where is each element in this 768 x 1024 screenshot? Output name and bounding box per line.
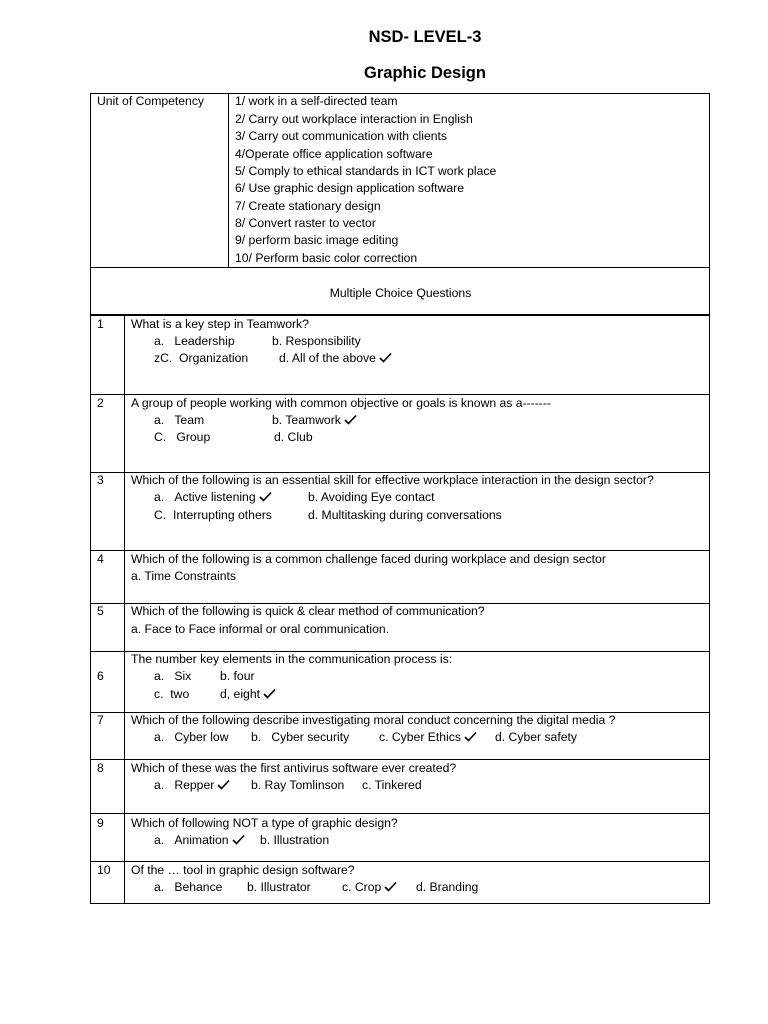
- option: b. Illustration: [260, 833, 330, 847]
- question-text: Which of following NOT a type of graphic design?: [131, 816, 398, 830]
- competency-column-divider: [228, 93, 229, 267]
- question-number: 10: [97, 863, 111, 877]
- option: b. Ray Tomlinson: [251, 778, 345, 792]
- section-title: Multiple Choice Questions: [329, 286, 472, 300]
- question-number-column-divider: [124, 315, 125, 904]
- question-text: Which of the following describe investigating moral conduct concerning the digital media ?: [131, 713, 616, 727]
- option-label: a. Animation: [154, 833, 229, 847]
- question-number: 2: [97, 396, 104, 410]
- question-number: 9: [97, 816, 104, 830]
- row-divider: [90, 813, 710, 814]
- competency-item: 3/ Carry out communication with clients: [235, 129, 448, 143]
- question-number: 1: [97, 317, 104, 331]
- option: a. Six: [154, 669, 192, 683]
- option: a. Face to Face informal or oral communication.: [131, 622, 390, 636]
- option: d. Branding: [416, 880, 479, 894]
- question-number: 8: [97, 761, 104, 775]
- question-text: What is a key step in Teamwork?: [131, 317, 309, 331]
- competency-label: Unit of Competency: [97, 94, 205, 108]
- option-correct: [272, 412, 357, 429]
- competency-item: 5/ Comply to ethical standards in ICT work place: [235, 164, 497, 178]
- option-correct: [220, 686, 276, 703]
- option: b. Avoiding Eye contact: [308, 490, 435, 504]
- checkmark-icon: [379, 352, 392, 363]
- checkmark-icon: [259, 491, 272, 502]
- checkmark-icon: [217, 779, 230, 790]
- competency-item: 8/ Convert raster to vector: [235, 216, 376, 230]
- question-number: 4: [97, 552, 104, 566]
- option-correct: [342, 879, 397, 896]
- question-number: 5: [97, 604, 104, 618]
- option: a. Behance: [154, 880, 223, 894]
- question-text: Which of these was the first antivirus software ever created?: [131, 761, 457, 775]
- option-label: d, eight: [220, 687, 260, 701]
- page-title: NSD- LEVEL-3: [368, 28, 482, 46]
- option: c. Tinkered: [362, 778, 422, 792]
- option: c. two: [154, 687, 190, 701]
- option-label: d. All of the above: [279, 351, 376, 365]
- option: C. Interrupting others: [154, 508, 272, 522]
- competency-bottom-divider: [90, 267, 710, 268]
- checkmark-icon: [263, 688, 276, 699]
- option: d. Club: [274, 430, 313, 444]
- question-number: 7: [97, 713, 104, 727]
- option: a. Time Constraints: [131, 569, 236, 583]
- option-label: c. Crop: [342, 880, 382, 894]
- option: b. four: [220, 669, 255, 683]
- option: b. Illustrator: [247, 880, 311, 894]
- option-label: a. Repper: [154, 778, 215, 792]
- option: d. Cyber safety: [495, 730, 577, 744]
- option: a. Leadership: [154, 334, 235, 348]
- competency-item: 6/ Use graphic design application software: [235, 181, 464, 195]
- question-text: A group of people working with common objective or goals is known as a-------: [131, 396, 551, 410]
- question-number: 6: [97, 669, 104, 683]
- option-correct: [379, 729, 477, 746]
- option: a. Team: [154, 413, 205, 427]
- question-text: Which of the following is an essential skill for effective workplace interaction in the design sector?: [131, 473, 654, 487]
- option: C. Group: [154, 430, 211, 444]
- competency-item: 9/ perform basic image editing: [235, 233, 399, 247]
- option: b. Cyber security: [251, 730, 350, 744]
- option-correct: [279, 350, 392, 367]
- competency-item: 1/ work in a self-directed team: [235, 94, 398, 108]
- question-text: Which of the following is quick & clear method of communication?: [131, 604, 485, 618]
- competency-item: 10/ Perform basic color correction: [235, 250, 418, 265]
- option-correct: [154, 832, 245, 849]
- competency-item: 7/ Create stationary design: [235, 198, 381, 213]
- checkmark-icon: [344, 414, 357, 425]
- checkmark-icon: [464, 731, 477, 742]
- checkmark-icon: [384, 881, 397, 892]
- page-subtitle: Graphic Design: [364, 64, 486, 82]
- competency-item: 2/ Carry out workplace interaction in English: [235, 111, 473, 126]
- option-label: c. Cyber Ethics: [379, 730, 461, 744]
- question-text: The number key elements in the communication process is:: [131, 652, 453, 666]
- competency-item: 4/Operate office application software: [235, 146, 433, 161]
- option-correct: [154, 489, 272, 506]
- question-number: 3: [97, 473, 104, 487]
- option: zC. Organization: [154, 351, 249, 365]
- question-text: Of the … tool in graphic design software?: [131, 863, 355, 877]
- option: d. Multitasking during conversations: [308, 508, 502, 522]
- question-text: Which of the following is a common challenge faced during workplace and design sector: [131, 552, 606, 566]
- option: b. Responsibility: [272, 334, 361, 348]
- option-label: a. Active listening: [154, 490, 256, 504]
- option: a. Cyber low: [154, 730, 229, 744]
- option-label: b. Teamwork: [272, 413, 341, 427]
- checkmark-icon: [232, 834, 245, 845]
- option-correct: [154, 777, 230, 794]
